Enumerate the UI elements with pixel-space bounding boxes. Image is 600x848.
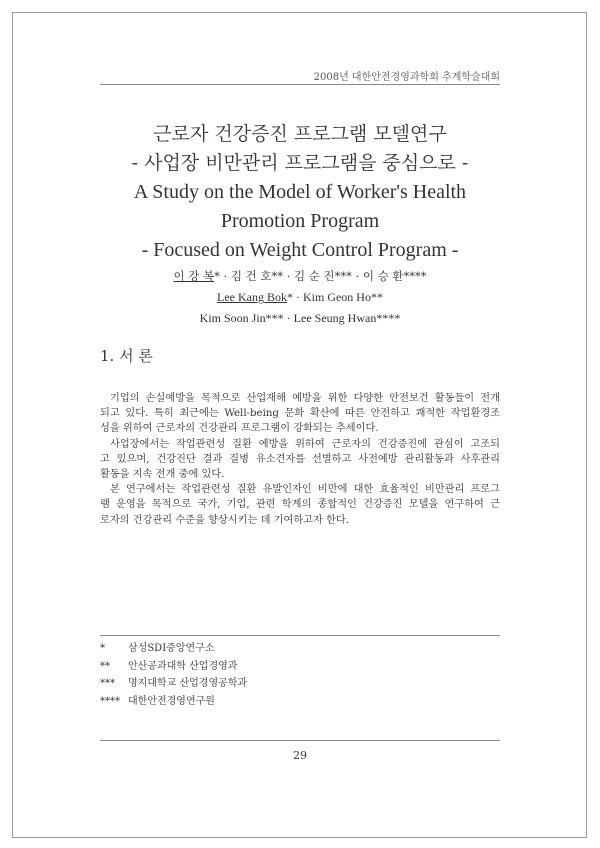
authors (60, 266, 540, 329)
footnote-text: 안산공과대학 산업경영과 (128, 660, 238, 672)
header-rule (100, 84, 500, 85)
body-line: 고 있으며, 건강진단 결과 질병 유소견자를 선별하고 사전예방 관리활동과 사후관리 (100, 453, 500, 465)
body-line: 사업장에서는 작업관련성 질환 예방을 위하여 근로자의 건강증진에 관심이 고조되 (110, 438, 500, 450)
author-english-first: Lee Kang Bok (217, 290, 287, 304)
body-line: 본 연구에서는 작업관련성 질환 유발인자인 비만에 대한 효율적인 비만관리 프로그 (110, 484, 500, 496)
body-line: 성을 위하여 근로자의 건강관리 프로그램이 강화되는 추세이다. (100, 423, 379, 435)
title-korean-sub: - 사업장 비만관리 프로그램을 중심으로 - (131, 152, 469, 174)
footnote-mark: *** (100, 678, 115, 689)
authors-korean (60, 266, 540, 287)
footnote-text: 대한안전경영연구원 (128, 695, 215, 707)
section-body (100, 391, 500, 528)
body-line: 기업의 손실예방을 목적으로 산업재해 예방을 위한 다양한 안전보건 활동들이 전개 (110, 393, 500, 404)
footnote-text: 삼성SDI중앙연구소 (128, 643, 215, 654)
footnote-mark: * (100, 643, 105, 654)
authors-english-line1-rest: * · Kim Geon Ho** (286, 290, 383, 304)
page-number: 29 (293, 749, 307, 762)
footnote (100, 693, 247, 711)
authors-english-line1 (60, 287, 540, 308)
title-korean-main: 근로자 건강증진 프로그램 모델연구 (153, 123, 447, 145)
title-english-line2: Promotion Program (220, 210, 380, 232)
title-block (60, 120, 540, 265)
running-header: 2008년 대한안전경영과학회 추계학술대회 (313, 72, 500, 83)
footnote-mark: **** (100, 695, 120, 707)
bottom-rule (100, 740, 500, 741)
body-line: 활동을 지속 전개 중에 있다. (100, 469, 225, 481)
footnotes (100, 640, 247, 710)
body-line: 로자의 건강관리 수준을 향상시키는 데 기여하고자 한다. (100, 514, 350, 526)
footnote (100, 658, 247, 676)
section-heading: 1. 서 론 (100, 347, 153, 365)
footnote-mark: ** (100, 660, 110, 672)
authors-english-line2: Kim Soon Jin*** · Lee Seung Hwan**** (199, 311, 401, 325)
title-english-line1: A Study on the Model of Worker's Health (133, 181, 467, 203)
footnote (100, 675, 247, 693)
authors-korean-rest: * · 김 건 호** · 김 순 진*** · 이 승 환**** (214, 269, 427, 283)
footnote-rule (100, 635, 500, 636)
author-korean-first: 이 강 복 (173, 269, 215, 283)
title-english-sub: - Focused on Weight Control Program - (141, 239, 459, 261)
body-line: 램 운영을 목적으로 국가, 기업, 관련 학계의 종합적인 건강증진 모델을 연구하여 근 (100, 499, 500, 511)
body-line: 되고 있다. 특히 최근에는 Well-being 문화 확산에 따른 안전하고 쾌적한 작업환경조 (100, 408, 500, 420)
footnote-text: 명지대학교 산업경영공학과 (128, 678, 248, 689)
footnote (100, 640, 247, 658)
